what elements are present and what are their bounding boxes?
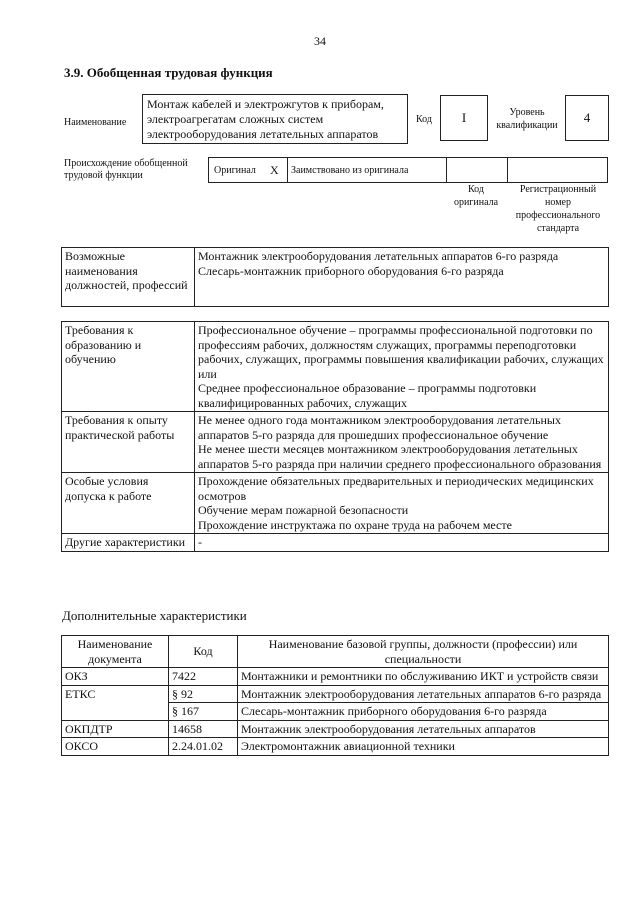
col-header-doc: Наименование документа [62,636,169,668]
code-value: I [440,95,488,141]
req-line: Прохождение обязательных предварительных и периодических медицинских осмотров [198,474,594,503]
req-label: Требования к опыту практической работы [62,412,195,473]
req-line: Среднее профессиональное образование – программы подготовки квалифицированных рабочих, служащих [198,381,537,410]
req-values [195,412,609,473]
original-label: Оригинал [214,165,256,176]
cell-name: Монтажники и ремонтники по обслуживанию ИКТ и устройств связи [238,668,609,686]
reg-number-label: Регистрационный номер профессионального стандарта [515,184,601,234]
positions-label: Возможные наименования должностей, профессий [62,248,195,307]
cell-code: 14658 [169,720,238,738]
origin-label: Происхождение обобщенной трудовой функции [64,158,188,181]
req-line: Не менее шести месяцев монтажником электрооборудования летательных аппаратов 5-го разряда при наличии среднего профессионального образования [198,442,602,471]
positions-table [61,247,609,307]
position-line: Монтажник электрооборудования летательных аппаратов 6-го разряда [198,249,559,263]
req-values [195,534,609,552]
cell-code: § 92 [169,685,238,703]
page-number: 34 [314,34,326,48]
additional-table [61,635,609,756]
req-line: Не менее одного года монтажником электрооборудования летательных аппаратов 5-го разряда для прошедших профессиональное обучение [198,413,561,442]
level-label: Уровень квалификации [496,107,558,131]
table-row [62,668,609,686]
additional-title: Дополнительные характеристики [62,608,247,623]
col-header-code: Код [169,636,238,668]
req-line: Профессиональное обучение – программы профессиональной подготовки по профессиям рабочих, должностям служащих, программы переподготовки рабочих, служащих, программы повышения квалификации рабочих, служащих [198,323,604,366]
original-mark: X [270,163,279,177]
requirements-table [61,321,609,552]
section-heading: 3.9. Обобщенная трудовая функция [64,65,273,80]
cell-doc: ОКСО [62,738,169,756]
table-row [62,738,609,756]
req-line: Прохождение инструктажа по охране труда на рабочем месте [198,517,512,532]
col-header-name: Наименование базовой группы, должности (профессии) или специальности [238,636,609,668]
req-label: Требования к образованию и обучению [62,322,195,412]
table-row [62,473,609,534]
req-values [195,473,609,534]
table-row [62,534,609,552]
table-row [62,412,609,473]
divider [507,157,508,183]
positions-values [195,248,609,307]
cell-code: 2.24.01.02 [169,738,238,756]
table-row [62,720,609,738]
position-line: Слесарь-монтажник приборного оборудования 6-го разряда [198,263,504,278]
divider [446,157,447,183]
table-row [62,322,609,412]
level-value: 4 [565,95,609,141]
cell-doc: ЕТКС [62,685,169,720]
req-line: или [198,366,217,381]
cell-name: Монтажник электрооборудования летательных аппаратов [238,720,609,738]
cell-doc: ОКЗ [62,668,169,686]
req-values [195,322,609,412]
cell-code: § 167 [169,703,238,721]
cell-code: 7422 [169,668,238,686]
cell-name: Слесарь-монтажник приборного оборудования 6-го разряда [238,703,609,721]
name-label: Наименование [64,117,127,128]
code-orig-label: Код оригинала [453,184,499,208]
req-label: Особые условия допуска к работе [62,473,195,534]
table-row [62,685,609,703]
cell-name: Монтажник электрооборудования летательных аппаратов 6-го разряда [238,685,609,703]
divider [287,157,288,183]
cell-doc: ОКПДТР [62,720,169,738]
req-line: Обучение мерам пожарной безопасности [198,503,409,517]
function-name: Монтаж кабелей и электрожгутов к приборам, электроагрегатам сложных систем электрооборудования летательных аппаратов [142,94,408,144]
req-label: Другие характеристики [62,534,195,552]
req-line: - [198,535,202,549]
table-header-row [62,636,609,668]
cell-name: Электромонтажник авиационной техники [238,738,609,756]
borrowed-label: Заимствовано из оригинала [291,165,409,176]
code-label: Код [416,114,432,125]
